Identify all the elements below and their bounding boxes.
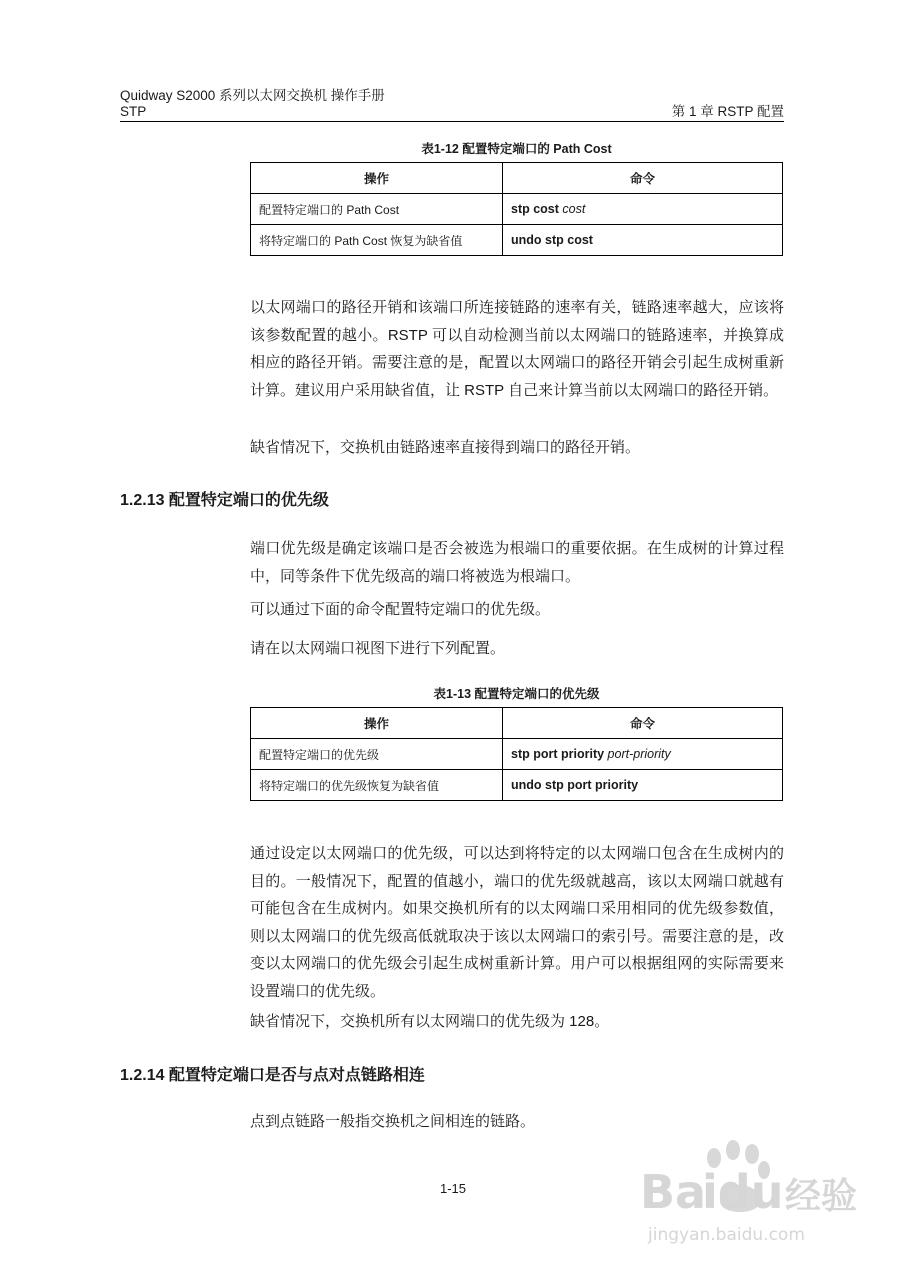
table-row <box>251 194 783 225</box>
command-keyword: undo stp cost <box>511 233 593 247</box>
table1-caption: 表1-12 配置特定端口的 Path Cost <box>421 142 612 156</box>
table-row <box>251 225 783 256</box>
command-keyword: stp cost <box>511 202 559 216</box>
operation-cell: 配置特定端口的 Path Cost <box>251 194 503 225</box>
section-heading-1-2-14: 1.2.14 配置特定端口是否与点对点链路相连 <box>120 1067 425 1084</box>
table-header-row <box>251 163 783 194</box>
paragraph: 端口优先级是确定该端口是否会被选为根端口的重要依据。在生成树的计算过程中，同等条件下优先级高的端口将被选为根端口。 <box>250 540 784 585</box>
watermark-brand-cn: 经验 <box>785 1176 858 1217</box>
watermark-brand-ba: Ba <box>640 1165 707 1219</box>
operation-cell: 将特定端口的优先级恢复为缺省值 <box>251 770 503 801</box>
header-rule <box>120 121 784 122</box>
section-label: STP <box>120 104 147 119</box>
column-header-operation: 操作 <box>251 708 503 739</box>
doc-title: Quidway S2000 系列以太网交换机 操作手册 <box>120 88 385 103</box>
chapter-label: 第 1 章 RSTP 配置 <box>671 104 784 119</box>
paragraph: 缺省情况下，交换机由链路速率直接得到端口的路径开销。 <box>250 439 641 456</box>
paragraph: 请在以太网端口视图下进行下列配置。 <box>250 640 506 657</box>
paragraph: 以太网端口的路径开销和该端口所连接链路的速率有关，链路速率越大，应该将该参数配置的越小。RSTP 可以自动检测当前以太网端口的链路速率，并换算成相应的路径开销。需要注意的是，配置以太网端口的路径开销会引起生成树重新计算。建议用户采用缺省值，让 RSTP 自己来计算当前以太网端口的路径开销。 <box>250 299 784 399</box>
command-argument: port-priority <box>607 747 671 761</box>
command-keyword: undo stp port priority <box>511 778 639 792</box>
paragraph: 缺省情况下，交换机所有以太网端口的优先级为 128。 <box>250 1013 610 1030</box>
command-cell <box>503 194 783 225</box>
command-cell <box>503 770 783 801</box>
column-header-operation: 操作 <box>251 163 503 194</box>
command-cell <box>503 739 783 770</box>
path-cost-table <box>250 162 783 256</box>
table-row <box>251 739 783 770</box>
table-header-row <box>251 708 783 739</box>
operation-cell: 配置特定端口的优先级 <box>251 739 503 770</box>
page-number: 1-15 <box>440 1181 467 1196</box>
column-header-command: 命令 <box>503 163 783 194</box>
baidu-jingyan-watermark <box>640 1130 870 1250</box>
command-keyword: stp port priority <box>511 747 605 761</box>
watermark-url: jingyan.baidu.com <box>648 1225 805 1245</box>
paragraph: 通过设定以太网端口的优先级，可以达到将特定的以太网端口包含在生成树内的目的。一般情况下，配置的值越小，端口的优先级就越高，该以太网端口就越有可能包含在生成树内。如果交换机所有的以太网端口采用相同的优先级参数值，则以太网端口的优先级高低就取决于该以太网端口的索引号。需要注意的是，改变以太网端口的优先级会引起生成树重新计算。用户可以根据组网的实际需要来设置端口的优先级。 <box>250 845 784 1000</box>
operation-cell: 将特定端口的 Path Cost 恢复为缺省值 <box>251 225 503 256</box>
command-cell <box>503 225 783 256</box>
command-argument: cost <box>562 202 586 216</box>
table-row <box>251 770 783 801</box>
port-priority-table <box>250 707 783 801</box>
watermark-brand-idu: idu <box>702 1165 784 1219</box>
table2-caption: 表1-13 配置特定端口的优先级 <box>433 687 600 701</box>
paragraph: 点到点链路一般指交换机之间相连的链路。 <box>250 1113 536 1130</box>
paragraph: 可以通过下面的命令配置特定端口的优先级。 <box>250 601 551 618</box>
section-heading-1-2-13: 1.2.13 配置特定端口的优先级 <box>120 492 329 509</box>
column-header-command: 命令 <box>503 708 783 739</box>
